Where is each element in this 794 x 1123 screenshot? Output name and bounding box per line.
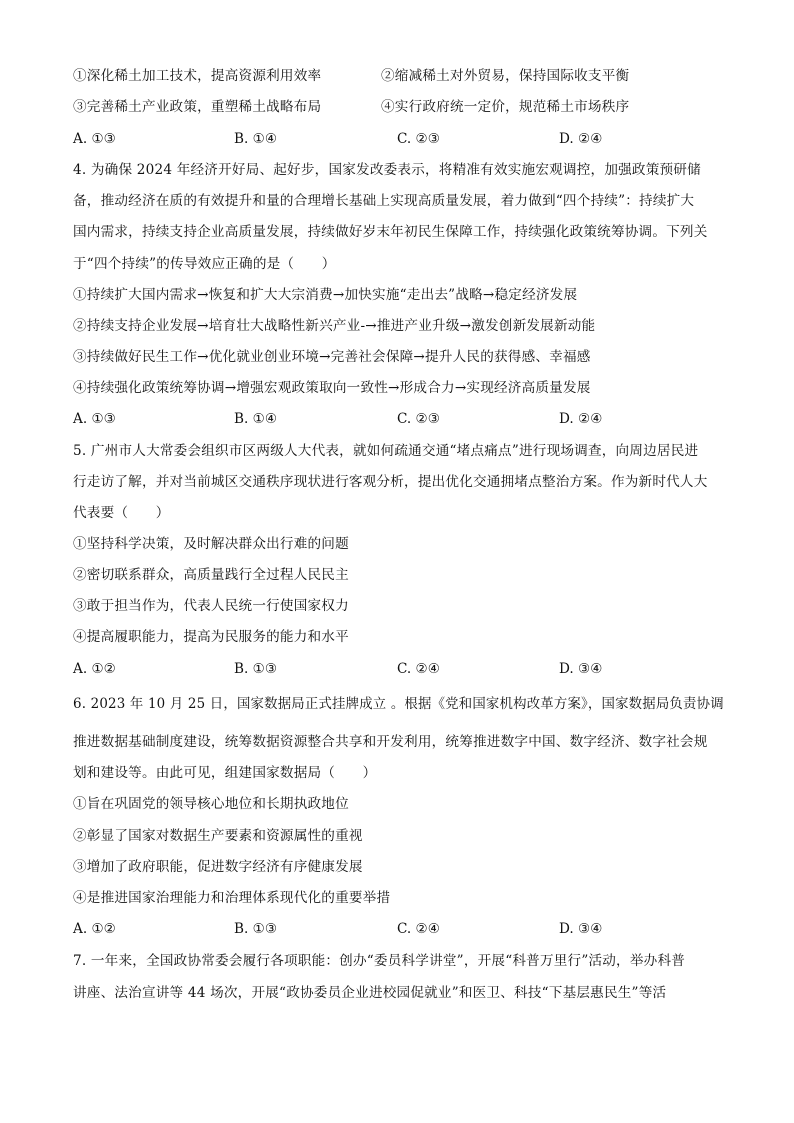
q6-stem-line-2: 推进数据基础制度建设，统筹数据资源整合共享和开发利用，统筹推进数字中国、数字经济、数字社会规 [73,734,708,750]
q3-option-b: B. ①④ [234,131,278,147]
q6-option-c: C. ②④ [397,921,440,937]
q4-option-d: D. ②④ [559,411,603,427]
q3-statement-1: ①深化稀土加工技术，提高资源利用效率 [73,68,322,84]
q4-statement-4: ④持续强化政策统筹协调→增强宏观政策取向一致性→形成合力→实现经济高质量发展 [73,380,591,396]
q4-option-b: B. ①④ [234,411,278,427]
q5-statement-1: ①坚持科学决策，及时解决群众出行难的问题 [73,536,349,552]
q3-option-a: A. ①③ [73,131,116,147]
q5-statement-4: ④提高履职能力，提高为民服务的能力和水平 [73,629,349,645]
q6-option-a: A. ①② [73,921,116,937]
q5-option-c: C. ②④ [397,661,440,677]
q3-statement-2: ②缩减稀土对外贸易，保持国际收支平衡 [381,68,630,84]
q6-statement-3: ③增加了政府职能，促进数字经济有序健康发展 [73,859,363,875]
q6-stem-line-3: 划和建设等。由此可见，组建国家数据局（ ） [73,765,377,781]
q5-statement-3: ③敢于担当作为，代表人民统一行使国家权力 [73,598,349,614]
q4-stem-line-4: 于“四个持续”的传导效应正确的是（ ） [73,256,336,272]
q4-option-a: A. ①③ [73,411,116,427]
q6-statement-1: ①旨在巩固党的领导核心地位和长期执政地位 [73,796,349,812]
q3-option-c: C. ②③ [397,131,440,147]
q4-stem-line-2: 备，推动经济在质的有效提升和量的合理增长基础上实现高质量发展，着力做到“四个持续”：持续扩大 [73,193,695,209]
q4-stem-line-3: 国内需求，持续支持企业高质量发展，持续做好岁末年初民生保障工作，持续强化政策统筹协调。下列关 [73,224,708,240]
q6-stem-line-1: 6. 2023 年 10 月 25 日，国家数据局正式挂牌成立 。根据《党和国家机构改革方案》，国家数据局负责协调 [73,696,724,712]
q4-statement-1: ①持续扩大国内需求→恢复和扩大大宗消费→加快实施“走出去”战略→稳定经济发展 [73,287,578,303]
q6-statement-2: ②彰显了国家对数据生产要素和资源属性的重视 [73,828,363,844]
q5-stem-line-1: 5. 广州市人大常委会组织市区两级人大代表，就如何疏通交通“堵点痛点”进行现场调查，向周边居民进 [73,443,699,459]
q4-stem-line-1: 4. 为确保 2024 年经济开好局、起好步，国家发改委表示，将精准有效实施宏观调控，加强政策预研储 [73,162,701,178]
q4-statement-2: ②持续支持企业发展→培育壮大战略性新兴产业-→推进产业升级→激发创新发展新动能 [73,318,596,334]
q7-stem-line-1: 7. 一年来，全国政协常委会履行各项职能：创办“委员科学讲堂”，开展“科普万里行”活动，举办科普 [73,953,686,969]
q5-option-d: D. ③④ [559,661,603,677]
q6-option-d: D. ③④ [559,921,603,937]
q3-statement-3: ③完善稀土产业政策，重塑稀土战略布局 [73,99,322,115]
q5-stem-line-3: 代表要（ ） [73,505,170,521]
q5-option-a: A. ①② [73,661,116,677]
q6-option-b: B. ①③ [234,921,278,937]
q3-option-d: D. ②④ [559,131,603,147]
q7-stem-line-2: 讲座、法治宣讲等 44 场次，开展“政协委员企业进校园促就业”和医卫、科技“下基层惠民生”等活 [73,985,667,1001]
q3-statement-4: ④实行政府统一定价，规范稀土市场秩序 [381,99,630,115]
q4-option-c: C. ②③ [397,411,440,427]
q4-statement-3: ③持续做好民生工作→优化就业创业环境→完善社会保障→提升人民的获得感、幸福感 [73,349,591,365]
q5-stem-line-2: 行走访了解，并对当前城区交通秩序现状进行客观分析，提出优化交通拥堵点整治方案。作为新时代人大 [73,474,708,490]
q6-statement-4: ④是推进国家治理能力和治理体系现代化的重要举措 [73,890,391,906]
q5-statement-2: ②密切联系群众，高质量践行全过程人民民主 [73,567,349,583]
q5-option-b: B. ①③ [234,661,278,677]
